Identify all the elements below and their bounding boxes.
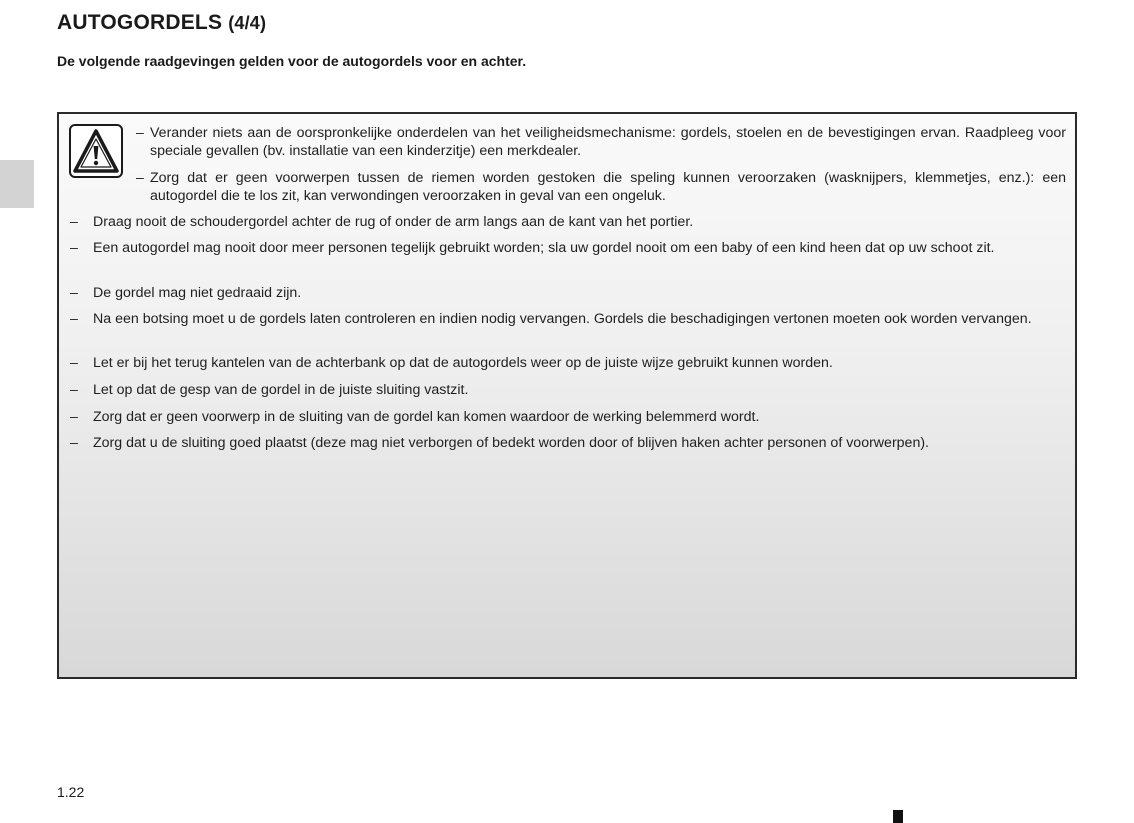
warning-item-text: Draag nooit de schoudergordel achter de rug of onder de arm langs aan de kant van het portier. xyxy=(93,214,694,230)
list-dash: – xyxy=(70,435,78,451)
warning-item xyxy=(70,213,1066,231)
warning-item-text: Zorg dat er geen voorwerpen tussen de riemen worden gestoken die speling kunnen veroorzaken (wasknijpers, klemmetjes, enz.): een autogordel die te los zit, kan verwondingen veroorzaken in geval van een ongeluk. xyxy=(150,170,1066,204)
warning-item-text: Verander niets aan de oorspronkelijke onderdelen van het veiligheidsmechanisme: gordels, stoelen en de bevestigingen ervan. Raadpleeg voor speciale gevallen (bv. installatie van een kinderzitje) een merkdealer. xyxy=(150,125,1066,159)
list-dash: – xyxy=(136,125,144,141)
list-dash: – xyxy=(70,285,78,301)
warning-item-text: Na een botsing moet u de gordels laten controleren en indien nodig vervangen. Gordels die beschadigingen vertonen moeten ook worden vervangen. xyxy=(93,311,1032,327)
page-number: 1.22 xyxy=(57,784,85,800)
warning-box xyxy=(57,112,1077,679)
intro-text: De volgende raadgevingen gelden voor de autogordels voor en achter. xyxy=(57,53,527,69)
warning-item-text: Een autogordel mag nooit door meer personen tegelijk gebruikt worden; sla uw gordel nooit om een baby of een kind heen dat op uw schoot zit. xyxy=(93,240,995,256)
list-dash: – xyxy=(70,409,78,425)
list-dash: – xyxy=(136,170,144,186)
warning-item-text: Let er bij het terug kantelen van de achterbank op dat de autogordels weer op de juiste wijze gebruikt kunnen worden. xyxy=(93,355,833,371)
list-dash: – xyxy=(70,382,78,398)
warning-item xyxy=(70,434,1066,452)
section-tab xyxy=(0,160,34,208)
warning-item-text: Zorg dat u de sluiting goed plaatst (deze mag niet verborgen of bedekt worden door of blijven haken achter personen of voorwerpen). xyxy=(93,435,930,451)
warning-item xyxy=(70,239,1066,257)
warning-triangle-icon xyxy=(69,124,123,178)
list-dash: – xyxy=(70,355,78,371)
warning-item-text: Let op dat de gesp van de gordel in de juiste sluiting vastzit. xyxy=(93,382,469,398)
list-dash: – xyxy=(70,311,78,327)
warning-item xyxy=(70,408,1066,426)
warning-item xyxy=(70,381,1066,399)
warning-item-text: De gordel mag niet gedraaid zijn. xyxy=(93,285,302,301)
page-marker xyxy=(893,810,903,823)
title-text: AUTOGORDELS xyxy=(57,11,223,34)
page-title xyxy=(57,11,266,35)
warning-item-text: Zorg dat er geen voorwerp in de sluiting van de gordel kan komen waardoor de werking belemmerd wordt. xyxy=(93,409,760,425)
title-part-indicator: (4/4) xyxy=(228,13,267,33)
warning-item xyxy=(70,354,1066,372)
list-dash: – xyxy=(70,214,78,230)
warning-item xyxy=(70,310,1066,328)
list-dash: – xyxy=(70,240,78,256)
warning-item xyxy=(136,124,1066,160)
warning-item xyxy=(70,284,1066,302)
warning-item xyxy=(136,169,1066,205)
